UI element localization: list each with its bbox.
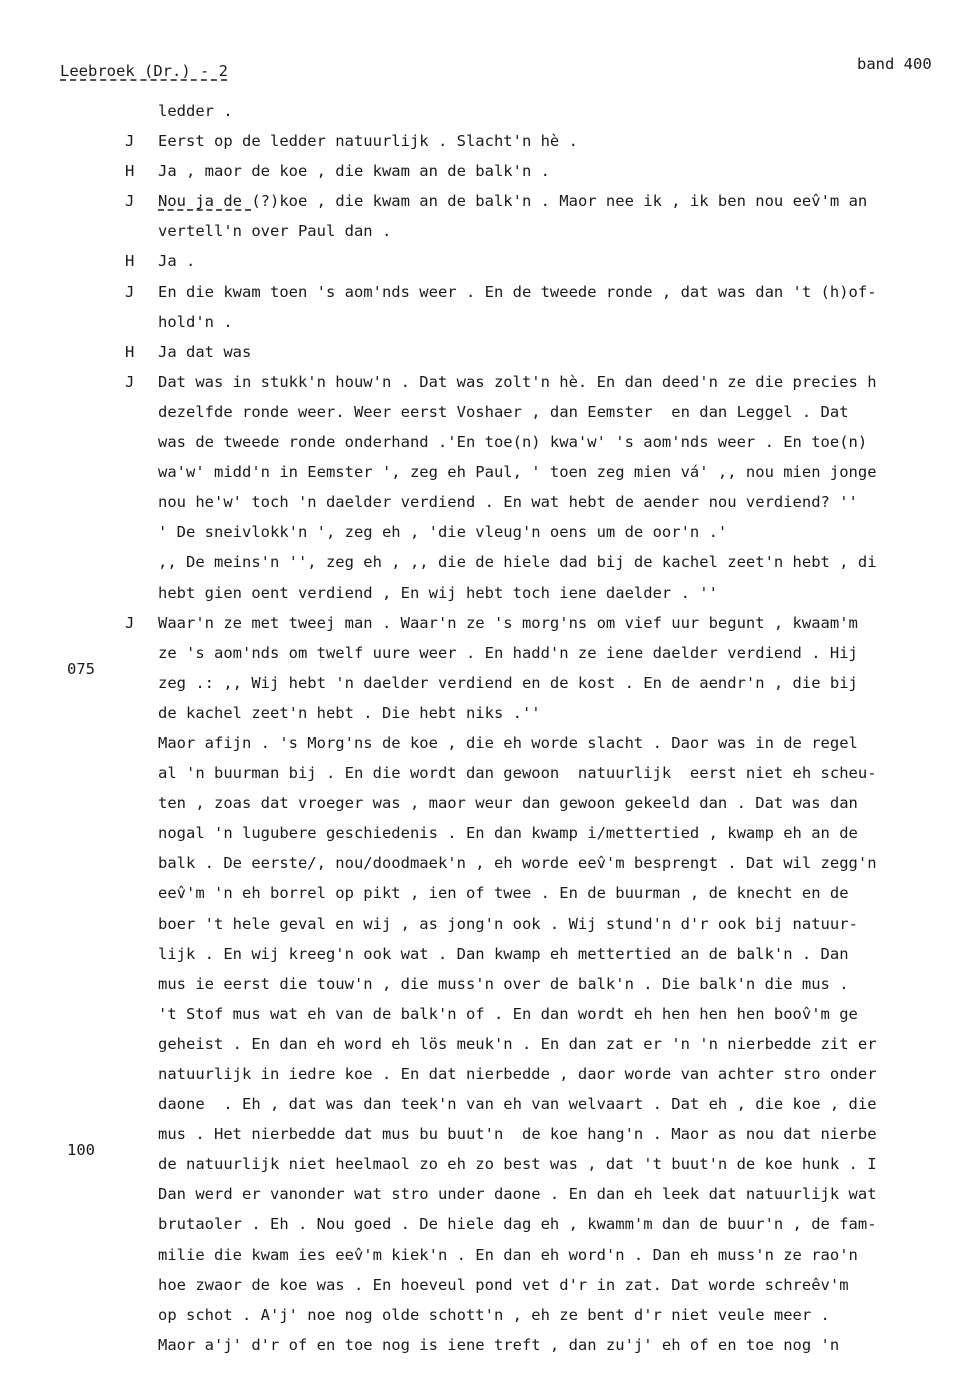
- line-text: [158, 1125, 877, 1143]
- line-text: [158, 222, 391, 240]
- line-text: [158, 162, 550, 180]
- transcript-line: [0, 130, 979, 160]
- speaker-label: J: [125, 613, 135, 632]
- underlined-text: Nou ja de: [158, 192, 252, 211]
- speaker-label: J: [125, 282, 135, 301]
- line-body: (?)koe , die kwam an de balk'n . Maor nee ik , ik ben nou eev̂'m an: [251, 192, 868, 211]
- line-body: daone . Eh , dat was dan teek'n van eh van welvaart . Dat eh , die koe , die: [158, 1095, 877, 1114]
- line-text: [158, 313, 233, 331]
- line-body: hebt gien oent verdiend , En wij hebt toch iene daelder . '': [158, 583, 718, 602]
- line-body: ,, De meins'n '', zeg eh , ,, die de hiele dad bij de kachel zeet'n hebt , di: [158, 553, 877, 572]
- line-text: [158, 463, 877, 481]
- transcript-line: [0, 702, 979, 732]
- line-text: [158, 252, 195, 270]
- line-body: mus ie eerst die touw'n , die muss'n over de balk'n . Die balk'n die mus .: [158, 974, 849, 993]
- transcript-line: [0, 913, 979, 943]
- line-number: 100: [67, 1141, 95, 1160]
- line-body: Ja .: [158, 252, 196, 271]
- transcript-line: [0, 521, 979, 551]
- line-body: op schot . A'j' noe nog olde schott'n , eh ze bent d'r niet veule meer .: [158, 1305, 830, 1324]
- transcript-line: [0, 973, 979, 1003]
- transcript-line: [0, 1213, 979, 1243]
- line-text: [158, 403, 849, 421]
- line-body: En die kwam toen 's aom'nds weer . En de tweede ronde , dat was dan 't (h)of-: [158, 282, 877, 301]
- line-body: natuurlijk in iedre koe . En dat nierbedde , daor worde van achter stro onder: [158, 1065, 877, 1083]
- transcript-body: [0, 100, 979, 1364]
- line-text: [158, 433, 867, 451]
- transcript-line: [0, 401, 979, 431]
- line-body: Ja dat was: [158, 342, 252, 361]
- line-text: [158, 102, 233, 120]
- line-text: [158, 794, 858, 812]
- transcript-line: [0, 100, 979, 130]
- line-body: brutaoler . Eh . Nou goed . De hiele dag eh , kwamm'm dan de buur'n , de fam-: [158, 1215, 877, 1234]
- transcript-line: [0, 431, 979, 461]
- line-text: [158, 854, 877, 872]
- speaker-label: J: [125, 372, 135, 391]
- line-text: [158, 734, 858, 752]
- transcript-line: [0, 1334, 979, 1364]
- line-body: de natuurlijk niet heelmaol zo eh zo best was , dat 't buut'n de koe hunk . I: [158, 1155, 877, 1174]
- transcript-line: [0, 822, 979, 852]
- line-number: 075: [67, 659, 95, 678]
- line-text: [158, 945, 849, 963]
- line-text: [158, 1215, 877, 1233]
- line-text: [158, 975, 849, 993]
- line-text: [158, 1185, 877, 1203]
- line-body: boer 't hele geval en wij , as jong'n ook . Wij stund'n d'r ook bij natuur-: [158, 914, 858, 933]
- line-text: [158, 493, 858, 511]
- transcript-line: [0, 792, 979, 822]
- line-text: [158, 584, 718, 602]
- transcript-line: [0, 1304, 979, 1334]
- line-text: [158, 1246, 858, 1264]
- line-text: [158, 614, 858, 632]
- transcript-line: [0, 341, 979, 371]
- line-text: [158, 1336, 839, 1354]
- line-body: dezelfde ronde weer. Weer eerst Voshaer , dan Eemster en dan Leggel . Dat: [158, 402, 849, 421]
- line-text: [158, 824, 858, 842]
- line-text: [158, 343, 251, 361]
- line-body: Waar'n ze met tweej man . Waar'n ze 's morg'ns om vief uur begunt , kwaam'm: [158, 613, 858, 632]
- line-body: ledder .: [158, 102, 233, 120]
- transcript-line: [0, 762, 979, 792]
- line-body: Maor a'j' d'r of en toe nog is iene treft , dan zu'j' eh of en toe nog 'n: [158, 1335, 840, 1354]
- band-number: band 400: [857, 55, 932, 73]
- transcript-line: [0, 1153, 979, 1183]
- line-body: eev̂'m 'n eh borrel op pikt , ien of twee . En de buurman , de knecht en de: [158, 884, 849, 903]
- transcript-line: [0, 160, 979, 190]
- transcript-line: [0, 250, 979, 280]
- line-body: de kachel zeet'n hebt . Die hebt niks .'': [158, 703, 541, 722]
- transcript-line: [0, 220, 979, 250]
- line-body: nogal 'n lugubere geschiedenis . En dan kwamp i/mettertied , kwamp eh an de: [158, 824, 858, 843]
- speaker-label: H: [125, 252, 135, 271]
- transcript-line: [0, 1183, 979, 1213]
- line-body: hold'n .: [158, 312, 233, 331]
- line-text: [158, 644, 858, 662]
- line-text: [158, 764, 877, 782]
- line-body: was de tweede ronde onderhand .'En toe(n) kwa'w' 's aom'nds weer . En toe(n): [158, 433, 868, 452]
- transcript-line: [0, 672, 979, 702]
- transcript-line: [0, 1093, 979, 1123]
- line-text: [158, 192, 867, 210]
- speaker-label: H: [125, 162, 135, 181]
- speaker-label: J: [125, 192, 135, 211]
- line-body: Dan werd er vanonder wat stro under daone . En dan eh leek dat natuurlijk wat: [158, 1185, 877, 1204]
- line-text: [158, 1065, 877, 1083]
- line-text: [158, 373, 877, 391]
- speaker-label: J: [125, 132, 135, 151]
- line-text: [158, 1276, 849, 1294]
- line-text: [158, 674, 858, 692]
- line-body: ze 's aom'nds om twelf uure weer . En hadd'n ze iene daelder verdiend . Hij: [158, 643, 858, 662]
- transcript-line: [0, 311, 979, 341]
- line-body: wa'w' midd'n in Eemster ', zeg eh Paul, ' toen zeg mien vá' ,, nou mien jonge: [158, 463, 877, 482]
- line-body: balk . De eerste/, nou/doodmaek'n , eh worde eev̂'m besprengt . Dat wil zegg'n: [158, 854, 877, 873]
- line-text: [158, 884, 849, 902]
- line-text: [158, 523, 727, 541]
- line-text: [158, 1306, 830, 1324]
- transcript-line: [0, 612, 979, 642]
- line-body: 't Stof mus wat eh van de balk'n of . En dan wordt eh hen hen hen boov̂'m ge: [158, 1004, 858, 1023]
- speaker-label: H: [125, 342, 135, 361]
- line-body: hoe zwaor de koe was . En hoeveul pond vet d'r in zat. Dat worde schreêv'm: [158, 1275, 849, 1294]
- line-body: nou he'w' toch 'n daelder verdiend . En wat hebt de aender nou verdiend? '': [158, 493, 858, 512]
- transcript-line: [0, 491, 979, 521]
- transcript-line: [0, 461, 979, 491]
- transcript-line: [0, 582, 979, 612]
- page-header-title: Leebroek (Dr.) - 2: [60, 62, 228, 80]
- transcript-line: [0, 642, 979, 678]
- line-body: lijk . En wij kreeg'n ook wat . Dan kwamp eh mettertied an de balk'n . Dan: [158, 944, 849, 963]
- line-body: mus . Het nierbedde dat mus bu buut'n de koe hang'n . Maor as nou dat nierbe: [158, 1125, 877, 1144]
- transcript-line: [0, 1274, 979, 1304]
- transcript-line: [0, 732, 979, 762]
- line-text: [158, 1035, 877, 1053]
- line-body: vertell'n over Paul dan .: [158, 222, 392, 241]
- transcript-line: [0, 281, 979, 311]
- transcript-line: [0, 882, 979, 912]
- line-body: Ja , maor de koe , die kwam an de balk'n .: [158, 162, 550, 181]
- transcript-line: [0, 371, 979, 401]
- line-body: al 'n buurman bij . En die wordt dan gewoon natuurlijk eerst niet eh scheu-: [158, 764, 877, 783]
- line-text: [158, 704, 541, 722]
- transcript-line: [0, 1123, 979, 1160]
- line-body: geheist . En dan eh word eh lös meuk'n . En dan zat er 'n 'n nierbedde zit er: [158, 1034, 877, 1053]
- transcript-line: [0, 1003, 979, 1033]
- transcript-line: [0, 1033, 979, 1063]
- line-text: [158, 553, 877, 571]
- line-text: [158, 132, 578, 150]
- transcript-line: [0, 943, 979, 973]
- line-body: milie die kwam ies eev̂'m kiek'n . En dan eh word'n . Dan eh muss'n ze rao'n: [158, 1245, 858, 1264]
- transcript-line: [0, 190, 979, 220]
- line-text: [158, 915, 858, 933]
- line-text: [158, 283, 877, 301]
- line-body: Dat was in stukk'n houw'n . Dat was zolt'n hè. En dan deed'n ze die precies h: [158, 372, 877, 391]
- transcript-line: [0, 852, 979, 882]
- line-body: zeg .: ,, Wij hebt 'n daelder verdiend en de kost . En de aendr'n , die bij: [158, 673, 858, 692]
- line-body: Maor afijn . 's Morg'ns de koe , die eh worde slacht . Daor was in de regel: [158, 733, 858, 752]
- transcript-line: [0, 1244, 979, 1274]
- line-text: [158, 1005, 858, 1023]
- line-text: [158, 1155, 877, 1173]
- line-body: ' De sneivlokk'n ', zeg eh , 'die vleug'n oens um de oor'n .': [158, 523, 728, 542]
- transcript-line: [0, 551, 979, 581]
- line-body: Eerst op de ledder natuurlijk . Slacht'n hè .: [158, 132, 578, 151]
- transcript-line: [0, 1063, 979, 1093]
- line-text: [158, 1095, 877, 1113]
- line-body: ten , zoas dat vroeger was , maor weur dan gewoon gekeeld dan . Dat was dan: [158, 794, 858, 813]
